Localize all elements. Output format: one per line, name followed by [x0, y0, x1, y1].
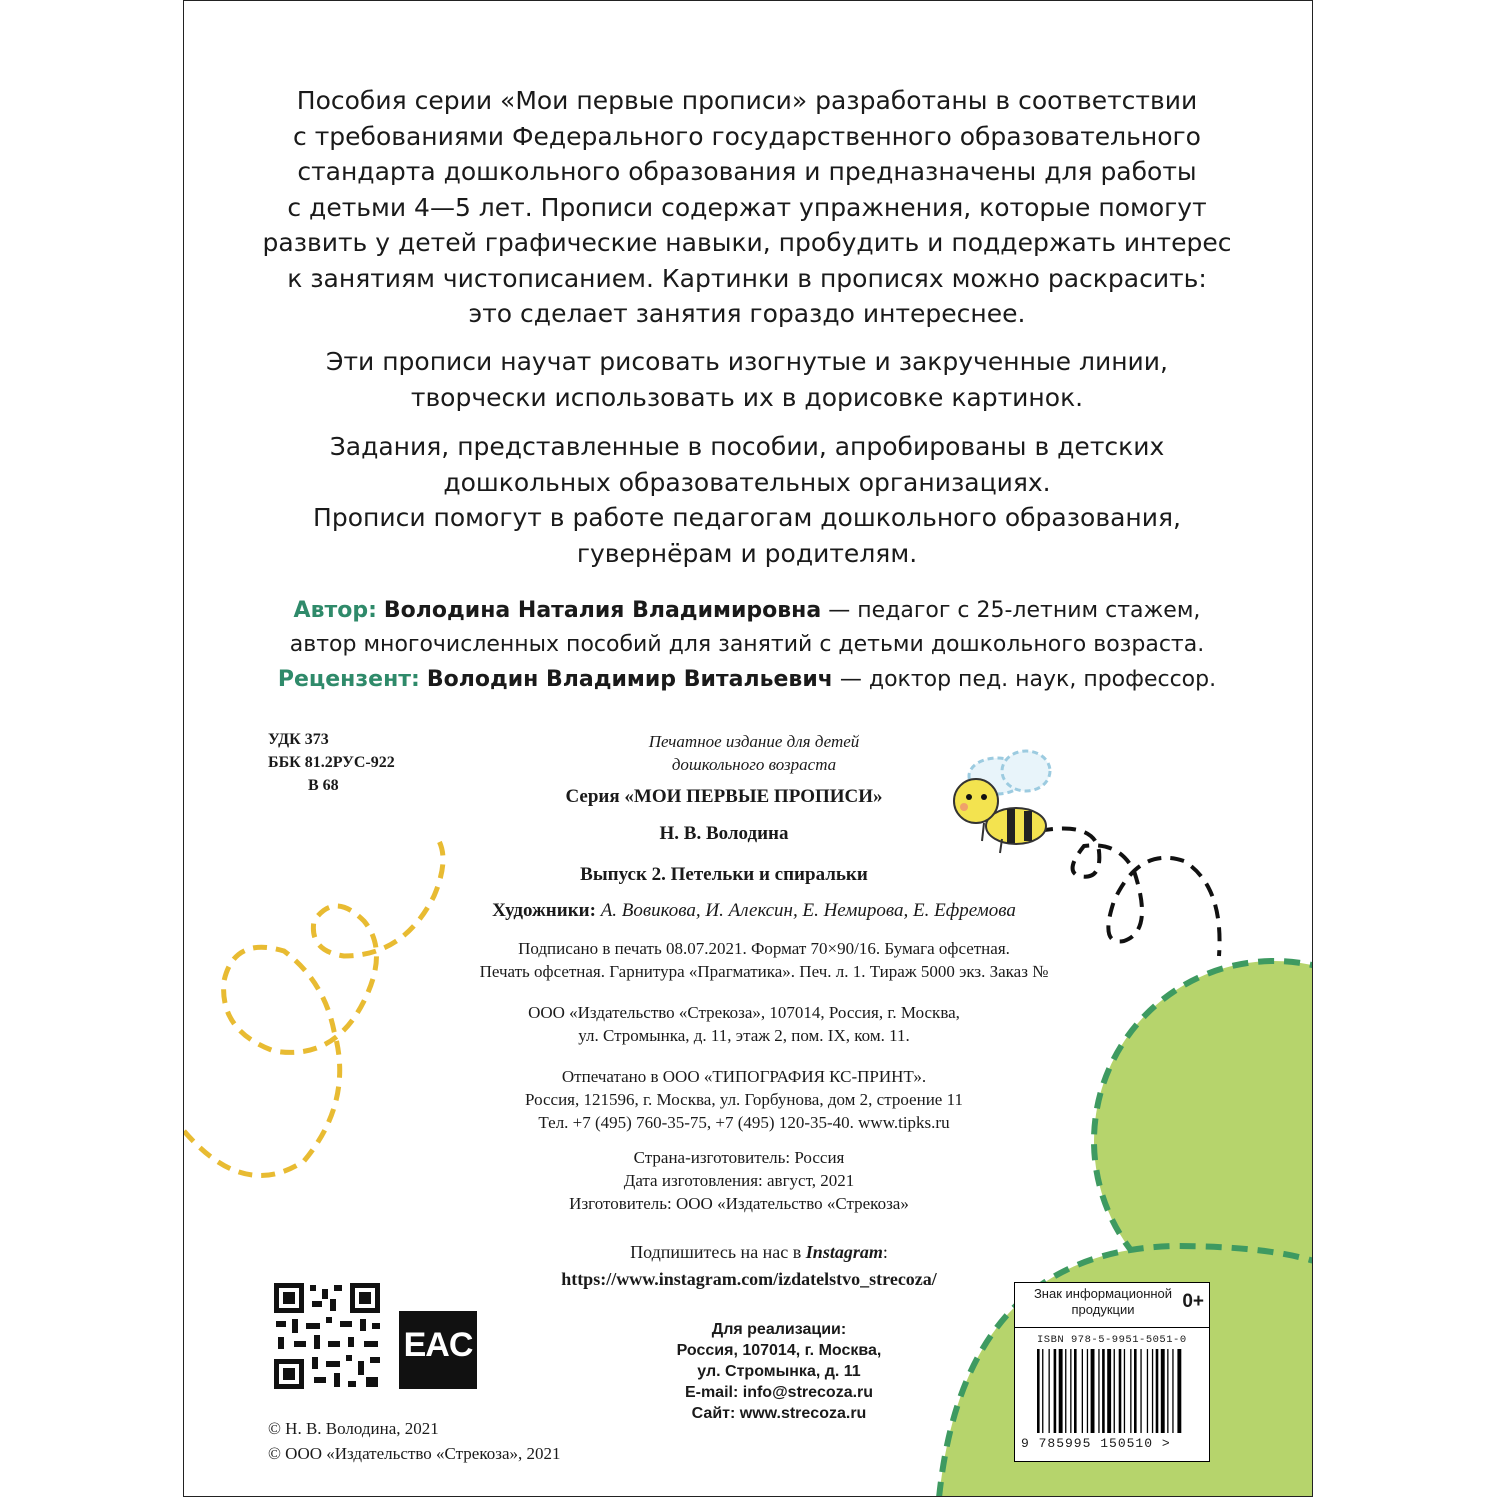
barcode-bar: [1147, 1349, 1148, 1433]
reviewer-name: Володин Владимир Витальевич: [426, 667, 833, 692]
barcode-bar: [1082, 1349, 1083, 1433]
barcode: [1035, 1349, 1195, 1435]
barcode-bar: [1161, 1349, 1165, 1433]
copyright: © Н. В. Володина, 2021 © ООО «Издательство «Стрекоза», 2021: [268, 1419, 561, 1463]
author-name: Володина Наталия Владимировна: [383, 598, 822, 623]
barcode-bar: [1087, 1349, 1088, 1433]
eac-mark: EAC: [403, 1326, 473, 1364]
reviewer-credit: Рецензент: Володин Владимир Витальевич — доктор пед. наук, профессор.: [277, 667, 1217, 692]
intro-paragraph-3: Задания, представленные в пособии, апробированы в детских дошкольных образовательных организациях. Прописи помогут в работе педагогам дошкольного образования, гувернёрам и родителям.: [313, 432, 1181, 568]
barcode-bar: [1156, 1349, 1159, 1433]
series-title: Серия «МОИ ПЕРВЫЕ ПРОПИСИ»: [565, 786, 883, 807]
barcode-bar: [1152, 1349, 1153, 1433]
info-barcode-box: [1014, 1282, 1210, 1462]
barcode-bar: [1134, 1349, 1137, 1433]
manufacturer-info: Страна-изготовитель: Россия Дата изготовления: август, 2021 Изготовитель: ООО «Издательство «Стрекоза»: [569, 1148, 909, 1213]
barcode-bar: [1070, 1349, 1071, 1433]
barcode-bar: [1172, 1349, 1173, 1433]
isbn: ISBN 978-5-9951-5051-0: [1037, 1334, 1187, 1346]
barcode-bar: [1114, 1349, 1115, 1433]
barcode-bar: [1177, 1349, 1181, 1433]
reviewer-label: Рецензент:: [277, 667, 420, 692]
sales-contacts: Для реализации: Россия, 107014, г. Москва, ул. Стромынка, д. 11 E-mail: info@strecoza.ru Сайт: www.strecoza.ru: [604, 1319, 954, 1424]
barcode-bar: [1037, 1349, 1040, 1433]
intro-paragraph-1: Пособия серии «Мои первые прописи» разработаны в соответствии с требованиями Федерального государственного образовательного стандарта дошкольного образования и предназначены для работы с детьми 4—5 лет. Прописи содержат упражнения, которые помогут развить у детей графические навыки, пробудить и поддержать интерес к занятиям чистописанием. Картинки в прописях можно раскрасить: это сделает занятия гораздо интереснее.: [262, 86, 1232, 328]
barcode-bar: [1119, 1349, 1122, 1433]
barcode-bar: [1130, 1349, 1131, 1433]
instagram-label: Instagram: [805, 1242, 883, 1262]
qr-code: [274, 1283, 380, 1389]
barcode-bar: [1107, 1349, 1111, 1433]
back-cover: [183, 0, 1313, 1497]
author-label: Автор:: [293, 598, 377, 623]
barcode-bar: [1140, 1349, 1141, 1433]
edition-note: Печатное издание для детей дошкольного возраста: [648, 732, 860, 774]
instagram-link[interactable]: https://www.instagram.com/izdatelstvo_strecoza/: [561, 1269, 937, 1289]
yellow-dashed-spiral: [184, 841, 443, 1176]
author-credit: Автор: Володина Наталия Владимировна — педагог с 25-летним стажем, автор многочисленных пособий для занятий с детьми дошкольного возраста.: [289, 598, 1205, 657]
intro-paragraph-2: Эти прописи научат рисовать изогнутые и закрученные линии, творчески использовать их в дорисовке картинок.: [325, 347, 1168, 412]
barcode-bar: [1124, 1349, 1125, 1433]
print-details: Подписано в печать 08.07.2021. Формат 70×90/16. Бумага офсетная. Печать офсетная. Гарнитура «Прагматика». Печ. л. 1. Тираж 5000 экз. Заказ №: [479, 939, 1049, 981]
classification-codes: УДК 373 ББК 81.2РУС-922 В 68: [268, 731, 395, 794]
sales-site: Сайт: www.strecoza.ru: [691, 1405, 867, 1422]
barcode-bar: [1065, 1349, 1066, 1433]
printer-info: Отпечатано в ООО «ТИПОГРАФИЯ КС-ПРИНТ». Россия, 121596, г. Москва, ул. Горбунова, дом 2, строение 11 Тел. +7 (495) 760-35-75, +7 (495) 120-35-40. www.tipks.ru: [525, 1067, 963, 1132]
barcode-bar: [1059, 1349, 1063, 1433]
barcode-bar: [1074, 1349, 1077, 1433]
artists: Художники: А. Вовикова, И. Алексин, Е. Немирова, Е. Ефремова: [492, 900, 1016, 921]
barcode-bar: [1167, 1349, 1168, 1433]
book-author: Н. В. Володина: [659, 823, 789, 844]
age-rating: 0+: [1182, 1291, 1204, 1312]
bee-illustration: [954, 751, 1050, 853]
barcode-bar: [1098, 1349, 1099, 1433]
issue-title: Выпуск 2. Петельки и спиральки: [580, 864, 868, 885]
barcode-bar: [1054, 1349, 1057, 1433]
publisher-address: ООО «Издательство «Стрекоза», 107014, Россия, г. Москва, ул. Стромынка, д. 11, этаж 2, пом. IX, ком. 11.: [528, 1003, 960, 1045]
sales-email: E-mail: info@strecoza.ru: [684, 1384, 874, 1401]
instagram-subscribe: Подпишитесь на нас в Instagram:: [630, 1242, 888, 1262]
barcode-number: 9 785995 150510 >: [1021, 1436, 1171, 1451]
barcode-bar: [1091, 1349, 1095, 1433]
barcode-bar: [1102, 1349, 1105, 1433]
age-label: Знак информационной продукции: [1033, 1286, 1173, 1317]
barcode-bar: [1042, 1349, 1043, 1433]
barcode-bar: [1049, 1349, 1050, 1433]
